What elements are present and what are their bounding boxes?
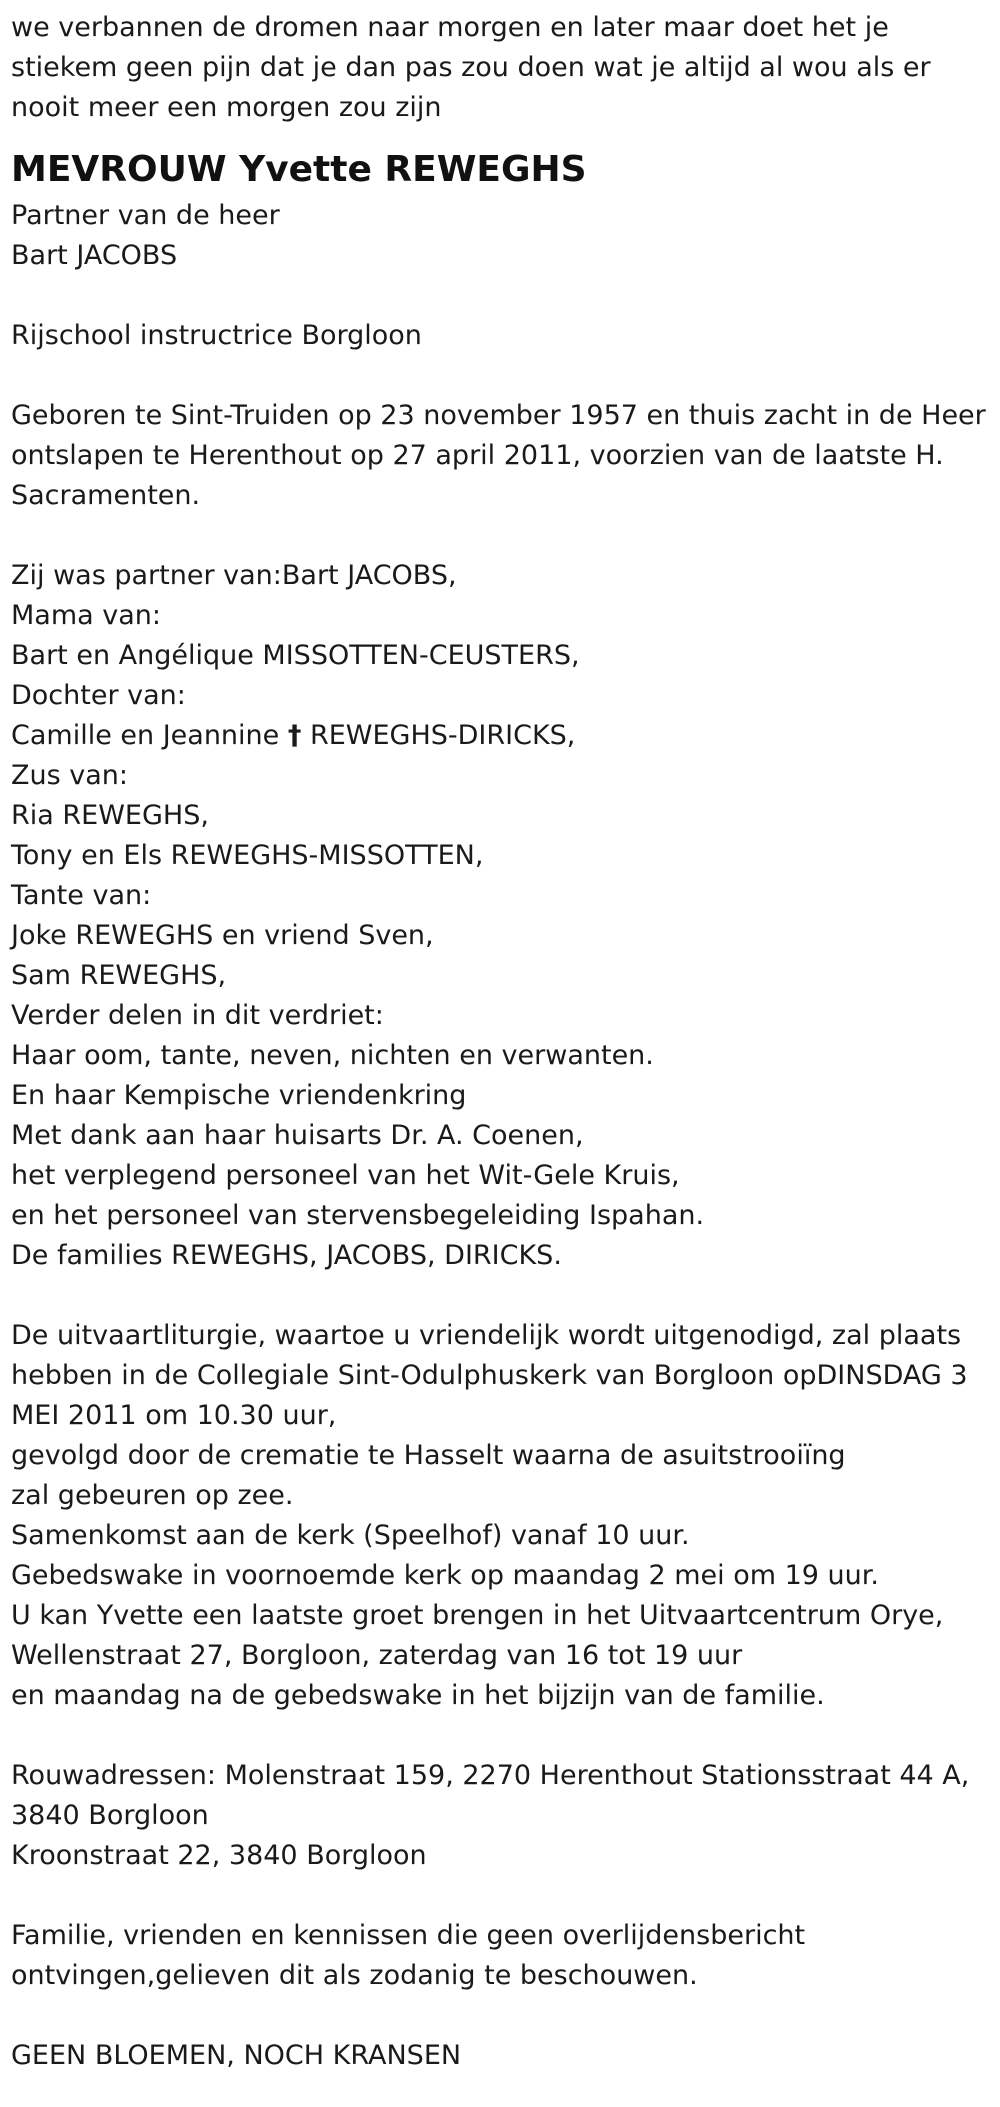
parents-line [11,716,990,756]
funeral-line: en maandag na de gebedswake in het bijzijn van de familie. [11,1680,825,1711]
family-line: Bart en Angélique MISSOTTEN-CEUSTERS, [11,640,580,671]
funeral-line: Gebedswake in voornoemde kerk op maandag 2 mei om 19 uur. [11,1560,879,1591]
notice-line: Familie, vrienden en kennissen die geen overlijdensbericht [11,1920,806,1951]
deceased-name: MEVROUW Yvette REWEGHS [11,149,587,190]
family-line: En haar Kempische vriendenkring [11,1080,467,1111]
family-line: Verder delen in dit verdriet: [11,1000,384,1031]
funeral-line: Wellenstraat 27, Borgloon, zaterdag van 16 tot 19 uur [11,1640,743,1671]
poem-line: stiekem geen pijn dat je dan pas zou doen wat je altijd al wou als er [11,52,931,83]
funeral-line: zal gebeuren op zee. [11,1480,294,1511]
family-line: Zij was partner van:Bart JACOBS, [11,560,457,591]
birth-death-line: Sacramenten. [11,480,201,511]
funeral-line: U kan Yvette een laatste groet brengen in het Uitvaartcentrum Orye, [11,1600,944,1631]
family-line: Joke REWEGHS en vriend Sven, [11,920,434,951]
family-line: en het personeel van stervensbegeleiding Ispahan. [11,1200,705,1231]
family-line: Sam REWEGHS, [11,960,227,991]
family-line: Tante van: [11,880,152,911]
addresses-section [11,1756,990,1876]
funeral-line: hebben in de Collegiale Sint-Odulphuskerk van Borgloon opDINSDAG 3 [11,1360,968,1391]
poem-line: we verbannen de dromen naar morgen en later maar doet het je [11,12,889,43]
notice-section [11,1916,990,1996]
closing-line: GEEN BLOEMEN, NOCH KRANSEN [11,2040,462,2071]
poem [11,8,990,128]
birth-death-line: ontslapen te Herenthout op 27 april 2011, voorzien van de laatste H. [11,440,944,471]
family-line: Haar oom, tante, neven, nichten en verwanten. [11,1040,654,1071]
family-line: Dochter van: [11,680,186,711]
address-line: 3840 Borgloon [11,1800,209,1831]
partner-label: Partner van de heer [11,200,280,231]
family-line: Met dank aan haar huisarts Dr. A. Coenen, [11,1120,584,1151]
family-line: De families REWEGHS, JACOBS, DIRICKS. [11,1240,562,1271]
family-line: het verplegend personeel van het Wit-Gele Kruis, [11,1160,680,1191]
family-line: Zus van: [11,760,128,791]
funeral-section [11,1316,990,1716]
birth-death-line: Geboren te Sint-Truiden op 23 november 1957 en thuis zacht in de Heer [11,400,986,431]
birth-death-section [11,396,990,516]
family-section [11,556,990,1276]
funeral-line: gevolgd door de crematie te Hasselt waarna de asuitstrooiïng [11,1440,846,1471]
partner-name: Bart JACOBS [11,240,178,271]
family-line: Ria REWEGHS, [11,800,209,831]
family-line: Tony en Els REWEGHS-MISSOTTEN, [11,840,484,871]
funeral-line: MEI 2011 om 10.30 uur, [11,1400,337,1431]
funeral-line: De uitvaartliturgie, waartoe u vriendelijk wordt uitgenodigd, zal plaats [11,1320,962,1351]
parents-line-end: REWEGHS-DIRICKS, [301,720,576,751]
poem-line: nooit meer een morgen zou zijn [11,92,442,123]
funeral-line: Samenkomst aan de kerk (Speelhof) vanaf 10 uur. [11,1520,690,1551]
notice-line: ontvingen,gelieven dit als zodanig te beschouwen. [11,1960,698,1991]
cross-icon: † [287,720,302,751]
family-line: Mama van: [11,600,162,631]
occupation: Rijschool instructrice Borgloon [11,320,422,351]
parents-line-start: Camille en Jeannine [11,720,288,751]
address-line: Rouwadressen: Molenstraat 159, 2270 Herenthout Stationsstraat 44 A, [11,1760,970,1791]
address-line: Kroonstraat 22, 3840 Borgloon [11,1840,427,1871]
